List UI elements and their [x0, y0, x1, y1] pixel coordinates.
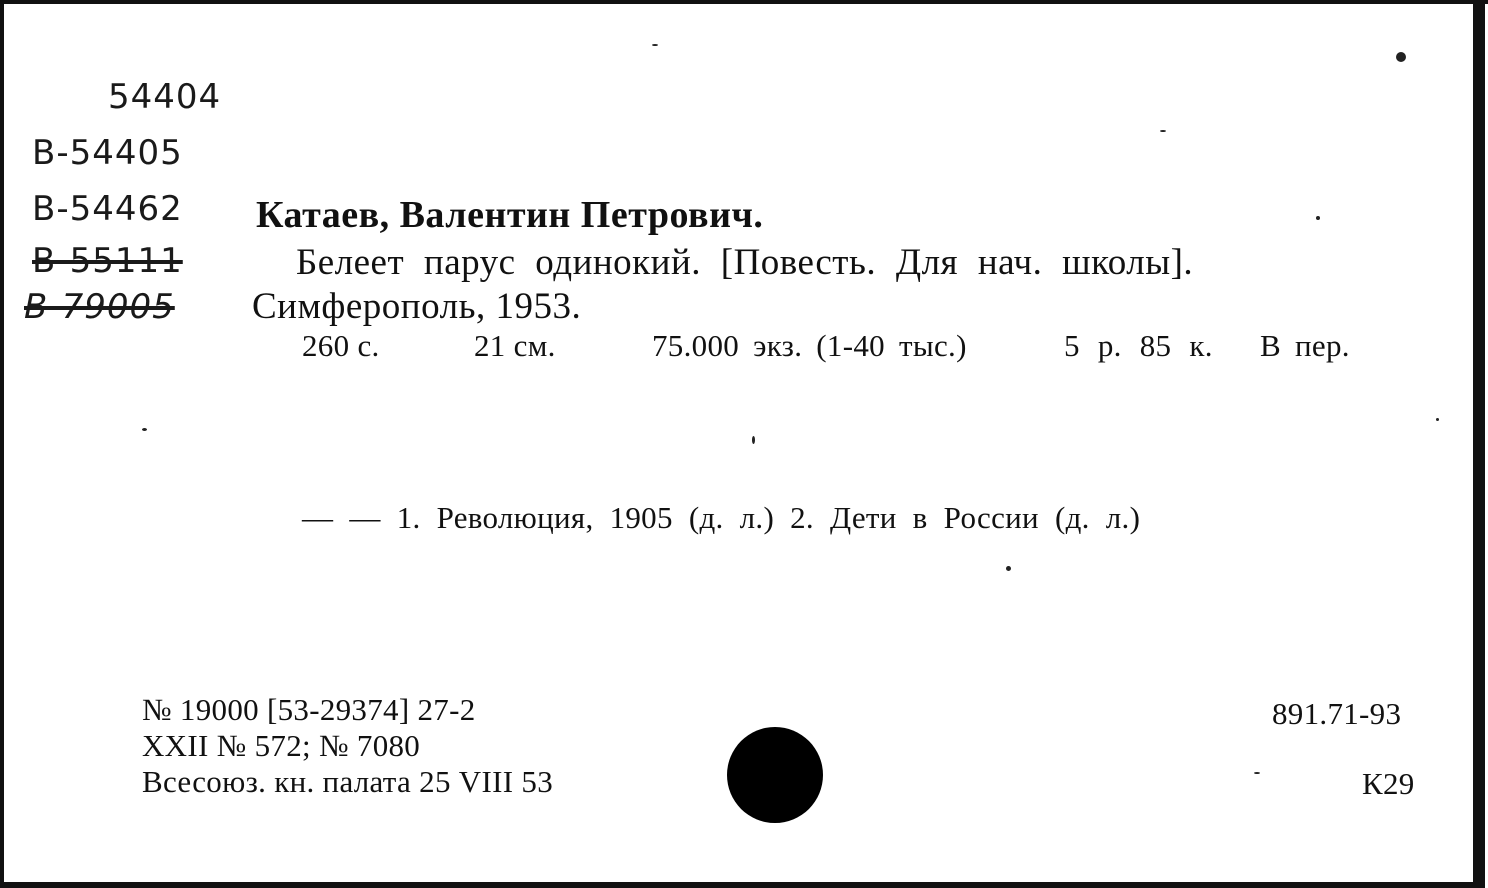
- footer-line: XXII № 572; № 7080: [142, 728, 421, 763]
- scan-speck: [652, 44, 658, 46]
- card-edge-right: [1473, 0, 1485, 888]
- subject-headings: — — 1. Революция, 1905 (д. л.) 2. Дети в России (д. л.): [302, 500, 1141, 535]
- card-edge-left: [0, 0, 4, 888]
- footer-line: Всесоюз. кн. палата 25 VIII 53: [142, 764, 554, 799]
- scan-speck: [1160, 130, 1166, 132]
- inventory-number: В-54462: [32, 189, 183, 229]
- scan-speck: [752, 436, 755, 444]
- classification-number: 891.71-93: [1272, 696, 1402, 731]
- scan-speck: [1254, 772, 1260, 774]
- inventory-number: В-54405: [32, 133, 183, 173]
- physical-copies: 75.000 экз. (1-40 тыс.): [652, 328, 967, 363]
- scan-speck: [1316, 216, 1320, 220]
- footer-line: № 19000 [53-29374] 27-2: [142, 692, 476, 727]
- inventory-number: 54404: [108, 77, 222, 117]
- title-line: Белеет парус одинокий. [Повесть. Для нач. школы].: [296, 242, 1194, 283]
- author-heading: Катаев, Валентин Петрович.: [256, 194, 764, 236]
- scan-speck: [1396, 52, 1406, 62]
- punch-hole: [727, 727, 823, 823]
- physical-binding: В пер.: [1260, 328, 1350, 363]
- inventory-number-crossed: В-55111: [32, 241, 183, 281]
- imprint-line: Симферополь, 1953.: [252, 286, 582, 327]
- author-mark: К29: [1362, 766, 1415, 801]
- card-edge-bottom: [0, 882, 1480, 888]
- scan-speck: [142, 428, 147, 431]
- physical-pages: 260 с.: [302, 328, 380, 363]
- card-edge-top: [0, 0, 1488, 4]
- scan-speck: [1436, 418, 1439, 421]
- physical-size: 21 см.: [474, 328, 556, 363]
- scan-speck: [1006, 566, 1011, 571]
- inventory-number-crossed: В-79005: [24, 287, 175, 327]
- physical-price: 5 р. 85 к.: [1064, 328, 1213, 363]
